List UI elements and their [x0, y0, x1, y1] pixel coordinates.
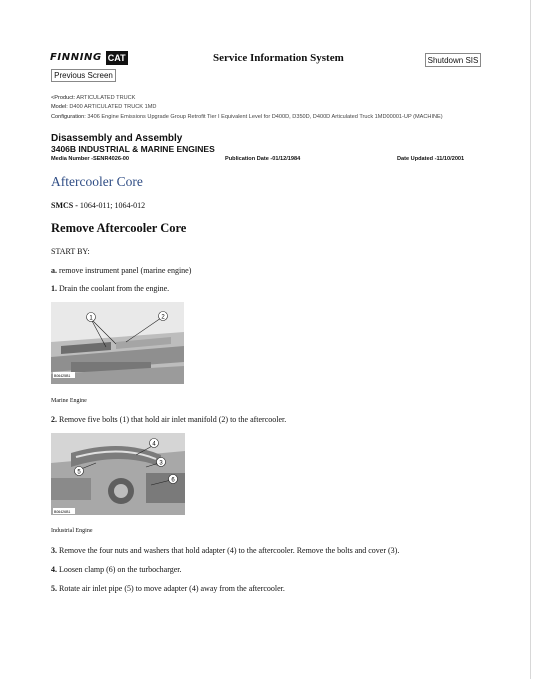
step-2-text: Remove five bolts (1) that hold air inlet manifold (2) to the aftercooler. — [59, 415, 287, 424]
page-title: Aftercooler Core — [51, 174, 143, 189]
figure-1-caption: Marine Engine — [51, 398, 87, 404]
smcs-label: SMCS - — [51, 201, 78, 210]
figure-2-caption: Industrial Engine — [51, 528, 93, 534]
model-key: Model: — [51, 104, 68, 110]
callout-4: 4 — [152, 441, 156, 448]
page-edge — [530, 0, 531, 679]
cat-badge — [106, 51, 128, 65]
callout-2: 2 — [161, 314, 165, 321]
media-number: Media Number -SENR4026-00 — [51, 156, 130, 162]
configuration-line — [51, 114, 443, 120]
product-value: ARTICULATED TRUCK — [76, 95, 136, 101]
system-title: Service Information System — [213, 52, 344, 64]
step-1-text: Drain the coolant from the engine. — [59, 284, 170, 293]
product-line — [51, 95, 135, 101]
callout-3: 3 — [159, 460, 163, 467]
previous-screen-button[interactable]: Previous Screen — [51, 69, 116, 82]
step-5 — [51, 584, 285, 593]
finning-cat-logo — [50, 49, 128, 66]
step-3 — [51, 546, 399, 555]
step-4-text: Loosen clamp (6) on the turbocharger. — [59, 565, 182, 574]
industrial-engine-illustration — [51, 433, 185, 515]
publication-date: Publication Date -01/12/1984 — [225, 156, 301, 162]
date-updated: Date Updated -11/10/2001 — [397, 156, 465, 162]
smcs-value: 1064-011; 1064-012 — [79, 201, 146, 210]
step-2-num: 2. — [51, 415, 57, 424]
step-3-num: 3. — [51, 546, 57, 555]
step-1 — [51, 284, 169, 293]
engine-heading: 3406B INDUSTRIAL & MARINE ENGINES — [51, 144, 215, 154]
callout-5: 5 — [77, 469, 81, 476]
step-4 — [51, 565, 181, 574]
marine-engine-illustration — [51, 302, 184, 384]
section-heading: Disassembly and Assembly — [51, 133, 183, 144]
config-key: Configuration: — [51, 114, 86, 120]
pre-step-label: a. — [51, 266, 57, 275]
step-5-text: Rotate air inlet pipe (5) to move adapter (4) away from the aftercooler. — [59, 584, 285, 593]
step-5-num: 5. — [51, 584, 57, 593]
figure-1-id: B06425B1 — [54, 373, 71, 378]
model-value: D400 ARTICULATED TRUCK 1MD — [69, 104, 157, 110]
callout-1: 1 — [89, 315, 93, 322]
config-value: 3406 Engine Emissions Upgrade Group Retrofit Tier I Equivalent Level for D400D, D350D, D400D Articulated Truck 1MD00001-UP (MACHINE) — [87, 114, 443, 120]
product-key: <Product: — [51, 95, 76, 101]
shutdown-sis-button[interactable]: Shutdown SIS — [425, 53, 481, 67]
step-4-num: 4. — [51, 565, 57, 574]
callout-6: 6 — [171, 477, 175, 484]
step-1-num: 1. — [51, 284, 57, 293]
step-3-text: Remove the four nuts and washers that hold adapter (4) to the aftercooler. Remove the bolts and cover (3). — [59, 546, 400, 555]
model-line — [51, 104, 156, 110]
figure-2-id: B06426B1 — [54, 509, 71, 514]
step-2 — [51, 415, 286, 424]
pre-step — [51, 266, 191, 275]
smcs-codes — [51, 201, 145, 210]
logo-text: FINNING — [50, 52, 102, 63]
start-by: START BY: — [51, 247, 90, 256]
procedure-title: Remove Aftercooler Core — [51, 221, 187, 235]
pre-step-text: remove instrument panel (marine engine) — [59, 266, 192, 275]
cat-badge-text: CAT — [107, 52, 126, 63]
